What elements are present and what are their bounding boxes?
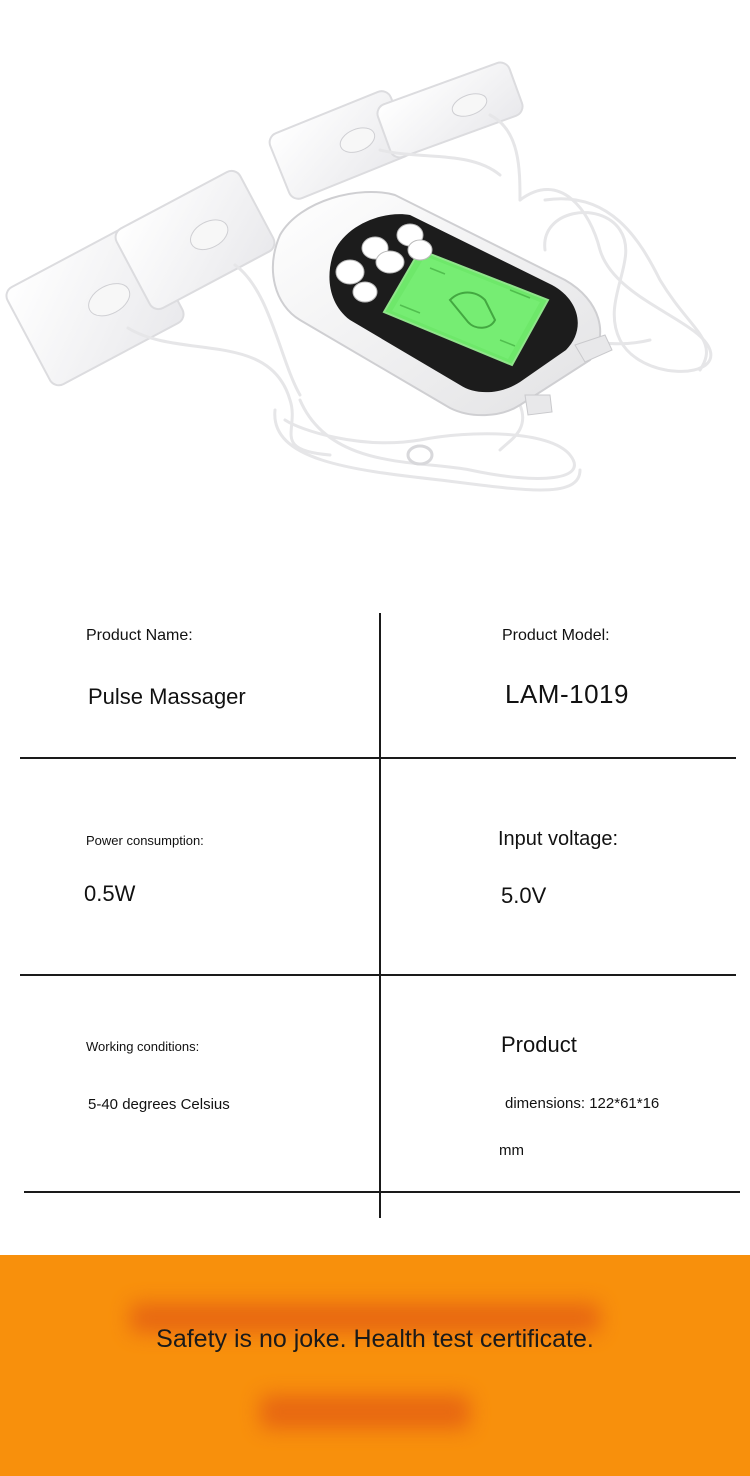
power-consumption-value: 0.5W (84, 881, 136, 906)
product-name-label: Product Name: (86, 627, 193, 644)
cable-knot (408, 446, 432, 464)
product-name-value: Pulse Massager (88, 684, 246, 709)
product-dimensions-value: dimensions: 122*61*16 (505, 1095, 660, 1112)
spec-table (0, 560, 750, 1240)
blurred-subheading (260, 1395, 470, 1429)
product-dimensions-label: Product (501, 1032, 577, 1057)
product-photo (0, 0, 750, 560)
banner-text: Safety is no joke. Health test certificate. (156, 1325, 594, 1353)
table-divider-row-2 (20, 974, 736, 976)
product-dimensions-unit: mm (499, 1142, 524, 1159)
certificate-banner (0, 1255, 750, 1476)
input-voltage-value: 5.0V (501, 883, 547, 908)
table-divider-row-1 (20, 757, 736, 759)
product-model-value: LAM-1019 (505, 679, 629, 709)
working-conditions-value: 5-40 degrees Celsius (88, 1096, 230, 1113)
input-voltage-label: Input voltage: (498, 828, 619, 850)
working-conditions-label: Working conditions: (86, 1039, 200, 1054)
product-model-label: Product Model: (502, 627, 610, 644)
table-divider-row-3 (24, 1191, 740, 1193)
massager-illustration (0, 0, 750, 560)
power-consumption-label: Power consumption: (86, 833, 204, 848)
table-divider-vertical (379, 613, 381, 1218)
massager-device (273, 192, 612, 415)
